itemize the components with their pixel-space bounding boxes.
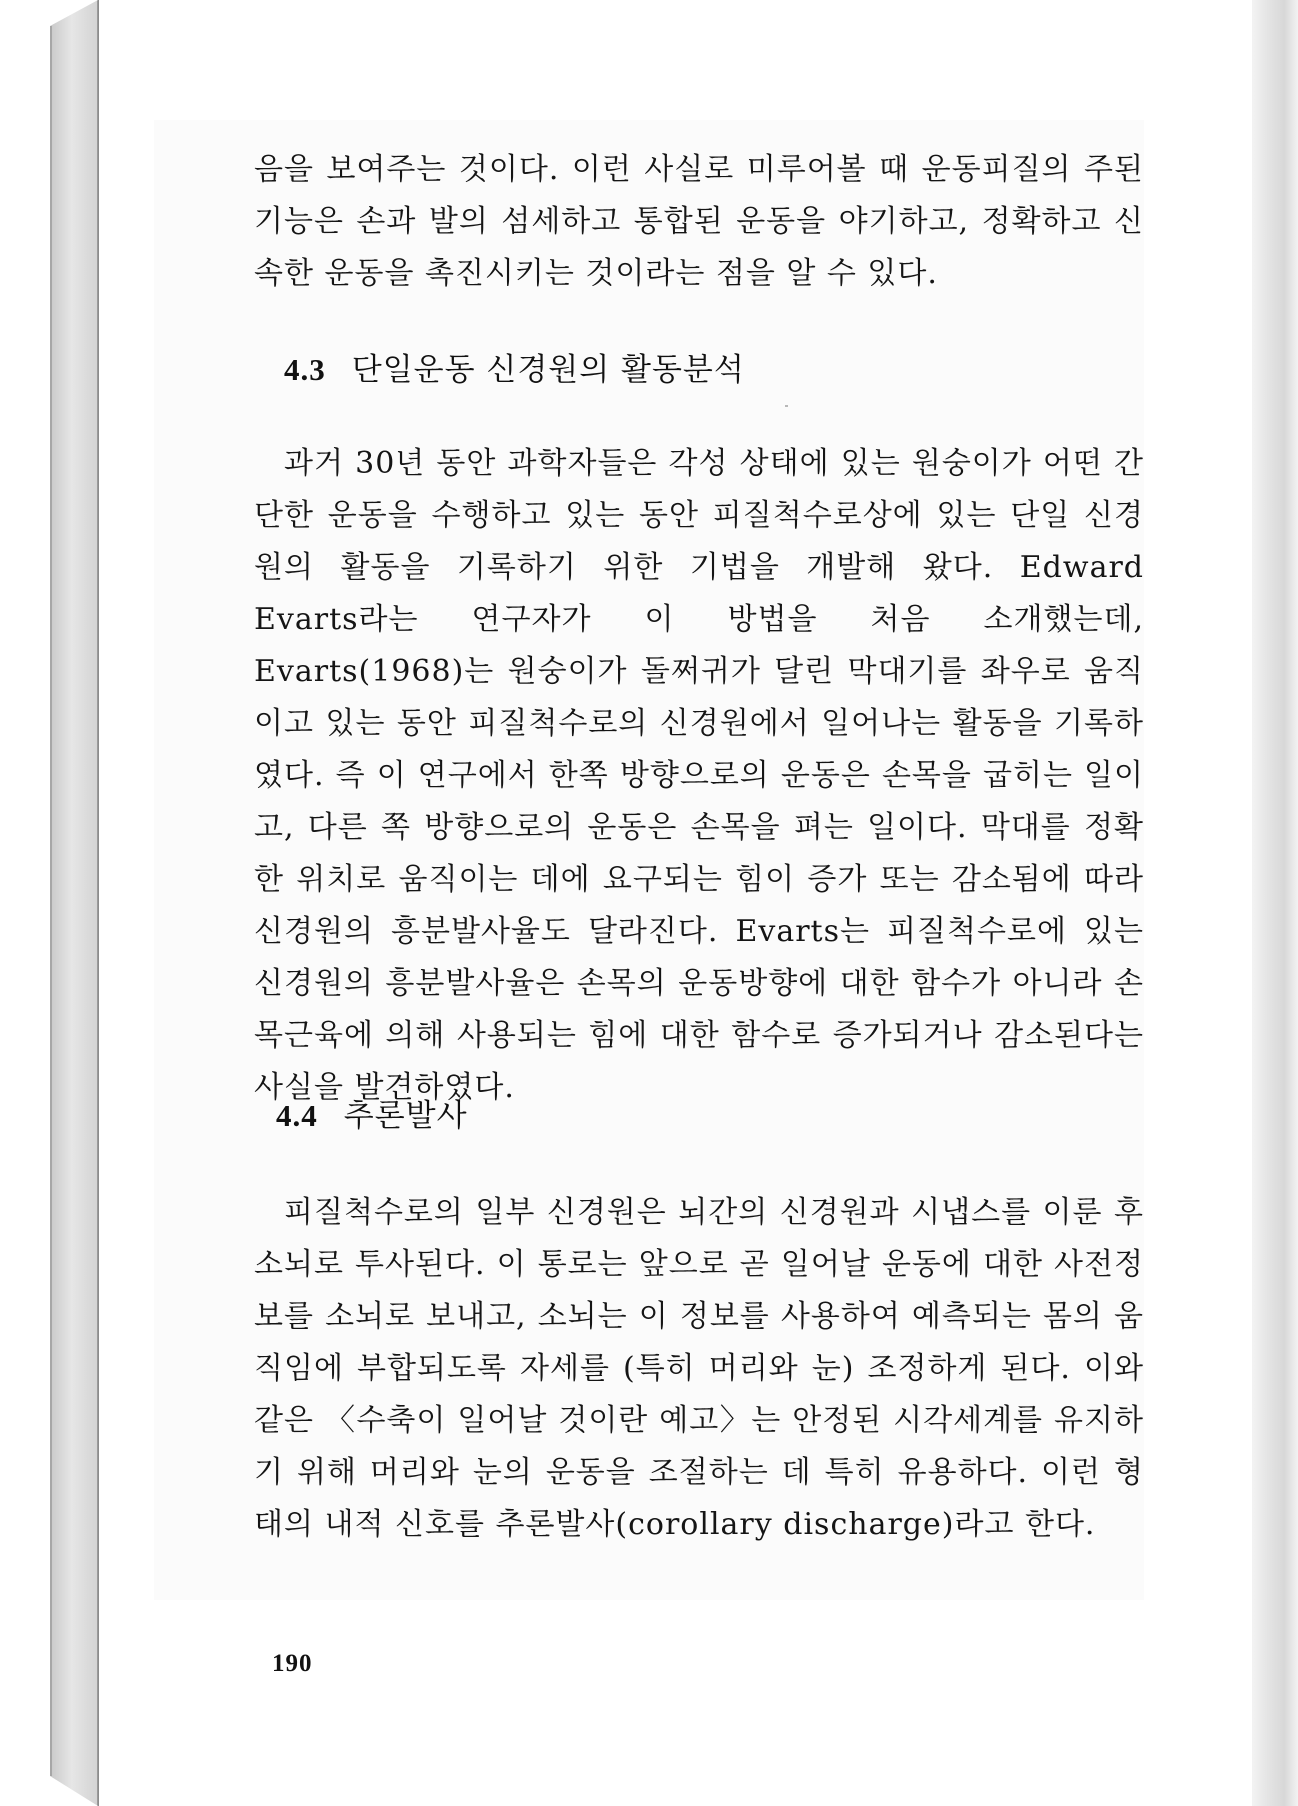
paragraph-evarts-text: 과거 30년 동안 과학자들은 각성 상태에 있는 원숭이가 어떤 간단한 운동을 수행하고 있는 동안 피질척수로상에 있는 단일 신경원의 활동을 기록하기 위한 기법을 개발해 왔다. Edward Evarts라는 연구자가 이 방법을 처음 소개했는데, Evarts(1968)는 원숭이가 돌쩌귀가 달린 막대기를 좌우로 움직이고 있는 동안 피질척수로의 신경원에서 일어나는 활동을 기록하였다. 즉 이 연구에서 한쪽 방향으로의 운동은 손목을 굽히는 일이고, 다른 쪽 방향으로의 운동은 손목을 펴는 일이다. 막대를 정확한 위치로 움직이는 데에 요구되는 힘이 증가 또는 감소됨에 따라 신경원의 흥분발사율도 달라진다. Evarts는 피질척수로에 있는 신경원의 흥분발사율은 손목의 운동방향에 대한 함수가 아니라 손목근육에 의해 사용되는 힘에 대한 함수로 증가되거나 감소된다는 사실을 발견하였다. xyxy=(254,446,1144,1105)
section-number: 4.4 xyxy=(276,1098,318,1133)
page-edge-shadow xyxy=(1252,0,1298,1806)
paragraph-evarts xyxy=(254,438,1144,1114)
section-title: 단일운동 신경원의 활동분석 xyxy=(351,352,745,388)
scan-speck xyxy=(785,405,788,407)
section-heading-4-3 xyxy=(284,344,745,389)
page-number: 190 xyxy=(272,1650,313,1677)
section-number: 4.3 xyxy=(284,352,326,387)
paragraph-intro-text: 음을 보여주는 것이다. 이런 사실로 미루어볼 때 운동피질의 주된 기능은 손과 발의 섬세하고 통합된 운동을 야기하고, 정확하고 신속한 운동을 촉진시키는 것이라는 점을 알 수 있다. xyxy=(254,152,1144,291)
paragraph-corollary xyxy=(254,1187,1144,1551)
spine-edge-line xyxy=(50,26,52,1776)
paragraph-corollary-text: 피질척수로의 일부 신경원은 뇌간의 신경원과 시냅스를 이룬 후 소뇌로 투사된다. 이 통로는 앞으로 곧 일어날 운동에 대한 사전정보를 소뇌로 보내고, 소뇌는 이 정보를 사용하여 예측되는 몸의 움직임에 부합되도록 자세를 (특히 머리와 눈) 조정하게 된다. 이와 같은 〈수축이 일어날 것이란 예고〉는 안정된 시각세계를 유지하기 위해 머리와 눈의 운동을 조절하는 데 특히 유용하다. 이런 형태의 내적 신호를 추론발사(corollary discharge)라고 한다. xyxy=(254,1195,1144,1542)
book-spine xyxy=(50,0,98,1806)
paragraph-intro xyxy=(254,144,1144,300)
section-title: 추론발사 xyxy=(343,1098,468,1134)
section-heading-4-4 xyxy=(276,1090,468,1135)
